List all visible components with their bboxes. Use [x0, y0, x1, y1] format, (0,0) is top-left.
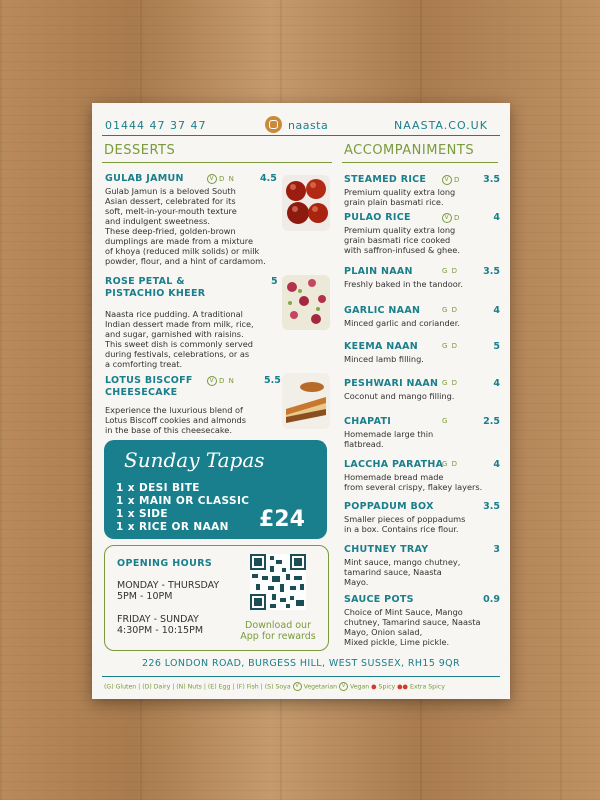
allergen-legend: (G) Gluten | (D) Dairy | (N) Nuts | (E) Egg | (F) Fish | (S) Soya V Vegetarian V Vegan ● Spicy ●● Extra Spicy	[104, 683, 445, 691]
weekday-hours: MONDAY - THURSDAY 5PM - 10PM	[117, 580, 220, 602]
item-name: GARLIC NAAN	[344, 305, 421, 316]
double-chili-icon: ●●	[397, 683, 408, 691]
item-description: Premium quality extra long grain plain basmati rice.	[344, 187, 456, 207]
dessert-description: Experience the luxurious blend of Lotus Biscoff cookies and almonds in the base of this cheesecake.	[105, 405, 246, 435]
dietary-tags: G D	[442, 306, 459, 314]
dietary-tags: G D	[442, 460, 459, 468]
phone-number[interactable]: 01444 47 37 47	[105, 119, 207, 132]
item-description: Minced lamb filling.	[344, 354, 424, 364]
item-name: CHAPATI	[344, 416, 392, 427]
dietary-tags: G D	[442, 342, 459, 350]
item-name: PULAO RICE	[344, 212, 411, 223]
item-price: 5	[493, 341, 500, 352]
item-description: Premium quality extra long grain basmati rice cooked with saffron-infused & ghee.	[344, 225, 460, 255]
weekend-hours: FRIDAY - SUNDAY 4:30PM - 10:15PM	[117, 614, 204, 636]
item-description: Mint sauce, mango chutney, tamarind sauce, Naasta Mayo.	[344, 557, 461, 587]
dessert-name: LOTUS BISCOFF CHEESECAKE	[105, 375, 193, 398]
dietary-tags: G D	[442, 379, 459, 387]
desserts-title: DESSERTS	[104, 143, 176, 158]
tapas-items: 1 x DESI BITE 1 x MAIN OR CLASSIC 1 x SIDE 1 x RICE OR NAAN	[116, 482, 250, 533]
item-price: 4	[493, 459, 500, 470]
item-price: 3.5	[483, 174, 500, 185]
dietary-tags: G D	[442, 267, 459, 275]
dietary-tags: V D N	[207, 174, 235, 184]
dietary-tags: V D	[442, 213, 460, 223]
menu-sheet	[92, 103, 510, 699]
gulab-jamun-photo	[282, 175, 330, 231]
item-name: KEEMA NAAN	[344, 341, 419, 352]
item-price: 4	[493, 212, 500, 223]
item-name: PLAIN NAAN	[344, 266, 413, 277]
item-name: PESHWARI NAAN	[344, 378, 439, 389]
item-name: CHUTNEY TRAY	[344, 544, 429, 555]
dessert-price: 4.5	[260, 173, 277, 184]
download-app-text[interactable]: Download our App for rewards	[240, 620, 316, 642]
dessert-description: Gulab Jamun is a beloved South Asian dessert, celebrated for its soft, melt-in-your-mouth texture and indulgent sweetness. These deep-fried, golden-brown dumplings are made from a mixture of khoya (reduced milk solids) or milk powder, flour, and a hint of cardamom.	[105, 186, 266, 266]
item-price: 3.5	[483, 266, 500, 277]
item-price: 0.9	[483, 594, 500, 605]
vegetarian-icon: V	[293, 682, 302, 691]
item-price: 3.5	[483, 501, 500, 512]
item-price: 4	[493, 378, 500, 389]
cheesecake-photo	[282, 373, 330, 429]
address: 226 LONDON ROAD, BURGESS HILL, WEST SUSSEX, RH15 9QR	[141, 658, 461, 669]
dietary-tags: V D	[442, 175, 460, 185]
item-name: LACCHA PARATHA	[344, 459, 444, 470]
footer-divider	[102, 676, 500, 677]
item-description: Coconut and mango filling.	[344, 391, 455, 401]
brand-handle[interactable]: naasta	[288, 119, 329, 132]
tapas-title: Sunday Tapas	[124, 448, 265, 472]
dietary-tags: V D N	[207, 376, 235, 386]
dessert-description: Naasta rice pudding. A traditional Indian dessert made from milk, rice, and sugar, garnished with raisins. This sweet dish is commonly served during festivals, celebrations, or as a comforting treat.	[105, 309, 254, 369]
accompaniments-divider	[342, 162, 498, 163]
accompaniments-title: ACCOMPANIMENTS	[344, 143, 475, 158]
vegan-icon: V	[442, 175, 452, 185]
item-price: 3	[493, 544, 500, 555]
vegan-icon: V	[339, 682, 348, 691]
vegetarian-icon: V	[207, 376, 217, 386]
item-name: SAUCE POTS	[344, 594, 414, 605]
dessert-price: 5.5	[264, 375, 281, 386]
item-description: Smaller pieces of poppadums in a box. Contains rice flour.	[344, 514, 466, 534]
dessert-name: ROSE PETAL & PISTACHIO KHEER	[105, 276, 206, 299]
opening-hours-title: OPENING HOURS	[117, 558, 213, 569]
opening-hours-card	[104, 545, 329, 651]
kheer-photo	[282, 275, 330, 330]
desserts-divider	[102, 162, 332, 163]
sunday-tapas-card	[104, 440, 327, 539]
item-description: Homemade bread made from several crispy, flakey layers.	[344, 472, 483, 492]
vegetarian-icon: V	[207, 174, 217, 184]
item-description: Minced garlic and coriander.	[344, 318, 460, 328]
item-description: Homemade large thin flatbread.	[344, 429, 434, 449]
item-name: STEAMED RICE	[344, 174, 427, 185]
item-description: Choice of Mint Sauce, Mango chutney, Tamarind sauce, Naasta Mayo, Onion salad, Mixed pickle, Lime pickle.	[344, 607, 481, 647]
dessert-price: 5	[271, 276, 278, 287]
header-divider	[102, 135, 500, 136]
item-price: 4	[493, 305, 500, 316]
item-name: POPPADUM BOX	[344, 501, 434, 512]
chili-icon: ●	[371, 683, 377, 691]
dietary-tags: G	[442, 417, 449, 425]
instagram-icon[interactable]	[265, 116, 282, 133]
item-description: Freshly baked in the tandoor.	[344, 279, 463, 289]
item-price: 2.5	[483, 416, 500, 427]
website-link[interactable]: NAASTA.CO.UK	[394, 119, 488, 132]
dessert-name: GULAB JAMUN	[105, 173, 184, 184]
tapas-price: £24	[259, 507, 305, 532]
qr-code[interactable]	[250, 554, 306, 610]
vegan-icon: V	[442, 213, 452, 223]
